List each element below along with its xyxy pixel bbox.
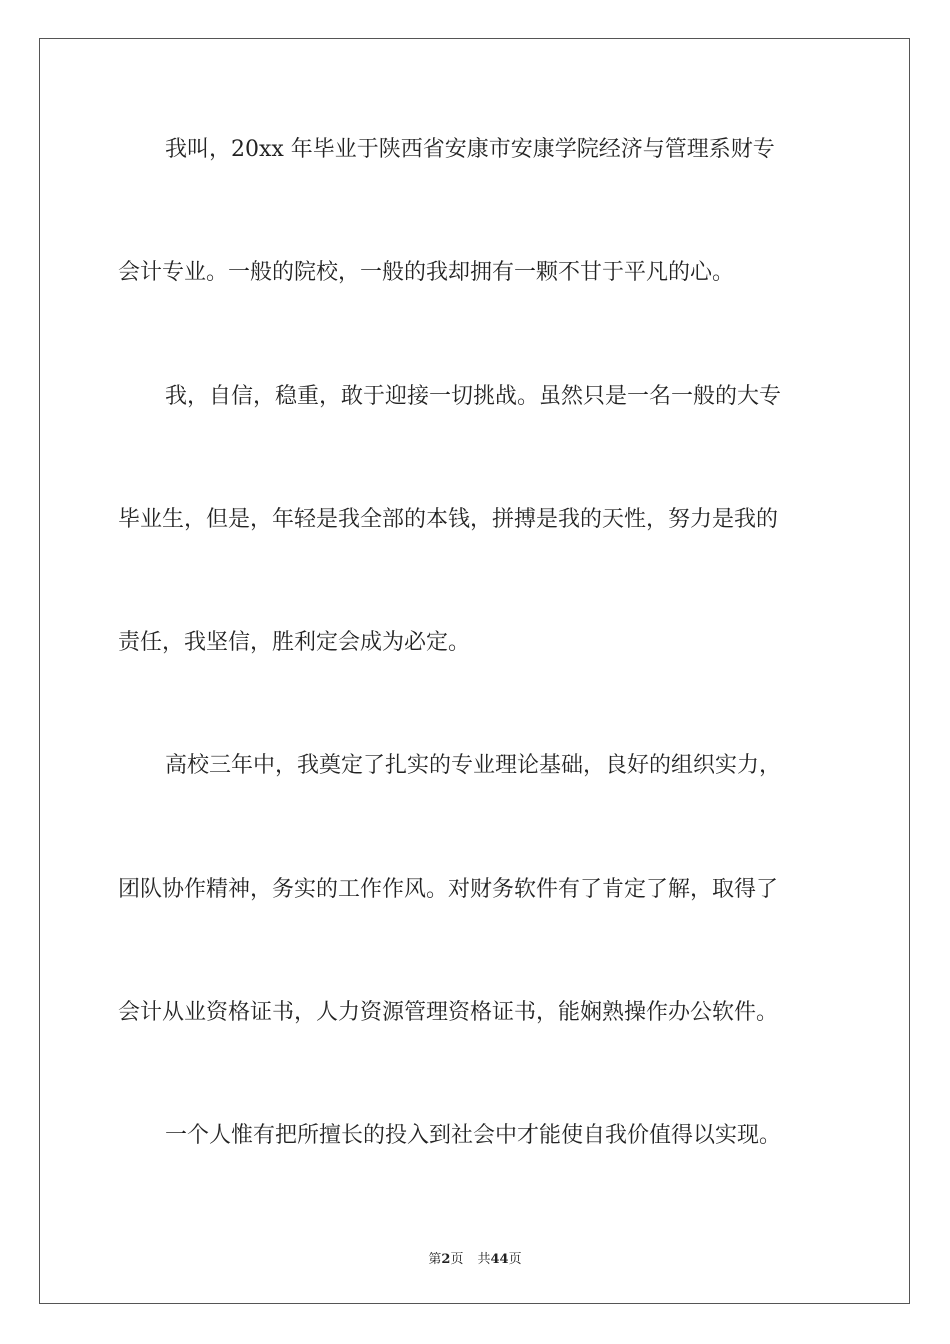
page-suffix: 页 [450,1252,464,1267]
paragraph-1-line-1: 我叫，20xx 年毕业于陕西省安康市安康学院经济与管理系财专 [165,137,775,162]
total-pages: 44 [490,1252,509,1267]
page-prefix: 第 [428,1252,442,1267]
paragraph-3-line-1: 高校三年中，我奠定了扎实的专业理论基础，良好的组织实力， [165,753,782,778]
paragraph-2-line-2: 毕业生，但是，年轻是我全部的本钱，拼搏是我的天性，努力是我的 [118,507,779,532]
total-prefix: 共 [477,1252,491,1267]
page-number: 2 [441,1252,451,1267]
paragraph-3-line-3: 会计从业资格证书，人力资源管理资格证书，能娴熟操作办公软件。 [118,1000,779,1025]
paragraph-2-line-3: 责任，我坚信，胜利定会成为必定。 [118,630,471,655]
total-suffix: 页 [508,1252,522,1267]
paragraph-4-line-1: 一个人惟有把所擅长的投入到社会中才能使自我价值得以实现。 [165,1123,782,1148]
paragraph-3-line-2: 团队协作精神，务实的工作作风。对财务软件有了肯定了解，取得了 [118,877,779,902]
paragraph-2-line-1: 我，自信，稳重，敢于迎接一切挑战。虽然只是一名一般的大专 [165,384,782,409]
page-footer [0,1248,950,1267]
page-border [39,38,910,1304]
paragraph-1-line-2: 会计专业。一般的院校，一般的我却拥有一颗不甘于平凡的心。 [118,260,735,285]
